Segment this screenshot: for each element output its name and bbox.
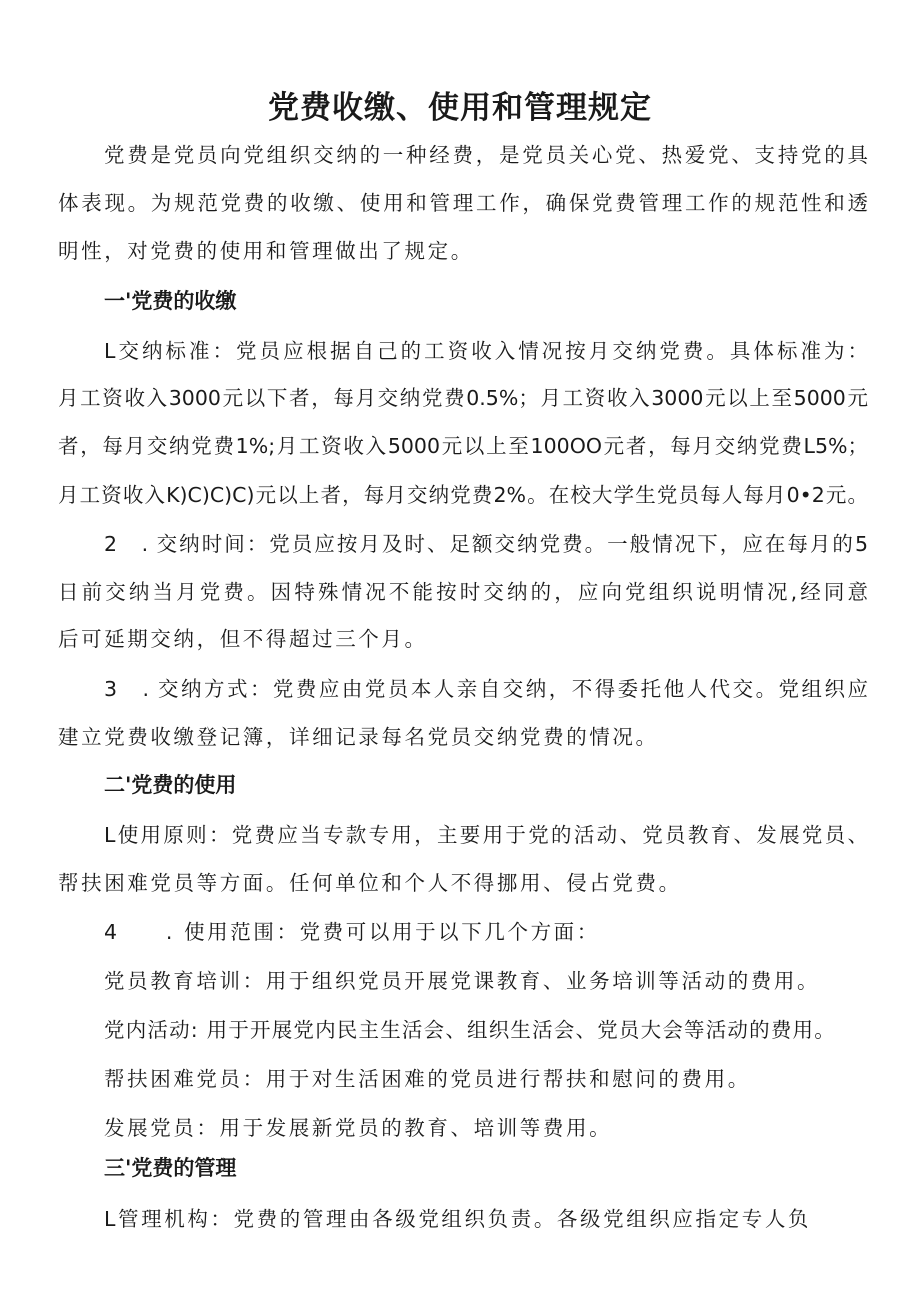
sec2-p2: 4 . 使用范围：党费可以用于以下几个方面： [104,920,600,944]
sec1-p2-line-1: 2 . 交纳时间：党员应按月及时、足额交纳党费。一般情况下，应在每月的5 [104,532,868,556]
section-2-heading: 二'党费的使用 [104,773,237,797]
usage-item-3: 帮扶困难党员：用于对生活困难的党员进行帮扶和慰问的费用。 [104,1067,751,1091]
document-title: 党费收缴、使用和管理规定 [268,90,652,126]
sec1-p2-line-3: 后可延期交纳，但不得超过三个月。 [58,627,428,651]
usage-item-1: 党员教育培训：用于组织党员开展党课教育、业务培训等活动的费用。 [104,969,821,993]
section-3-heading: 三'党费的管理 [104,1156,237,1180]
sec2-p1-line-2: 帮扶困难党员等方面。任何单位和个人不得挪用、侵占党费。 [58,871,682,895]
sec1-p1-line-2: 月工资收入3000元以下者，每月交纳党费0.5%；月工资收入3000元以上至5000元 [58,386,868,410]
sec2-p1-line-1: L使用原则：党费应当专款专用，主要用于党的活动、党员教育、发展党员、 [104,823,868,847]
sec1-p1-line-4: 月工资收入K)C)C)C)元以上者，每月交纳党费2%。在校大学生党员每人每月0•2元。 [58,483,868,507]
intro-line-3: 明性，对党费的使用和管理做出了规定。 [58,239,474,263]
sec1-p3-line-1: 3 . 交纳方式：党费应由党员本人亲自交纳，不得委托他人代交。党组织应 [104,677,868,701]
section-1-heading: 一'党费的收缴 [104,289,237,313]
sec3-p1-line-1: L管理机构：党费的管理由各级党组织负责。各级党组织应指定专人负 [104,1207,812,1231]
sec1-p1-line-3: 者，每月交纳党费1%;月工资收入5000元以上至100OO元者，每月交纳党费L5%； [58,434,868,458]
intro-line-1: 党费是党员向党组织交纳的一种经费，是党员关心党、热爱党、支持党的具 [104,143,868,167]
usage-item-4: 发展党员：用于发展新党员的教育、培训等费用。 [104,1116,613,1140]
intro-line-2: 体表现。为规范党费的收缴、使用和管理工作，确保党费管理工作的规范性和透 [58,191,868,215]
usage-item-2: 党内活动: 用于开展党内民主生活会、组织生活会、党员大会等活动的费用。 [104,1018,836,1042]
sec1-p1-line-1: L交纳标准：党员应根据自己的工资收入情况按月交纳党费。具体标准为： [104,339,868,363]
sec1-p2-line-2: 日前交纳当月党费。因特殊情况不能按时交纳的，应向党组织说明情况,经同意 [58,580,868,604]
sec1-p3-line-2: 建立党费收缴登记簿，详细记录每名党员交纳党费的情况。 [58,725,659,749]
